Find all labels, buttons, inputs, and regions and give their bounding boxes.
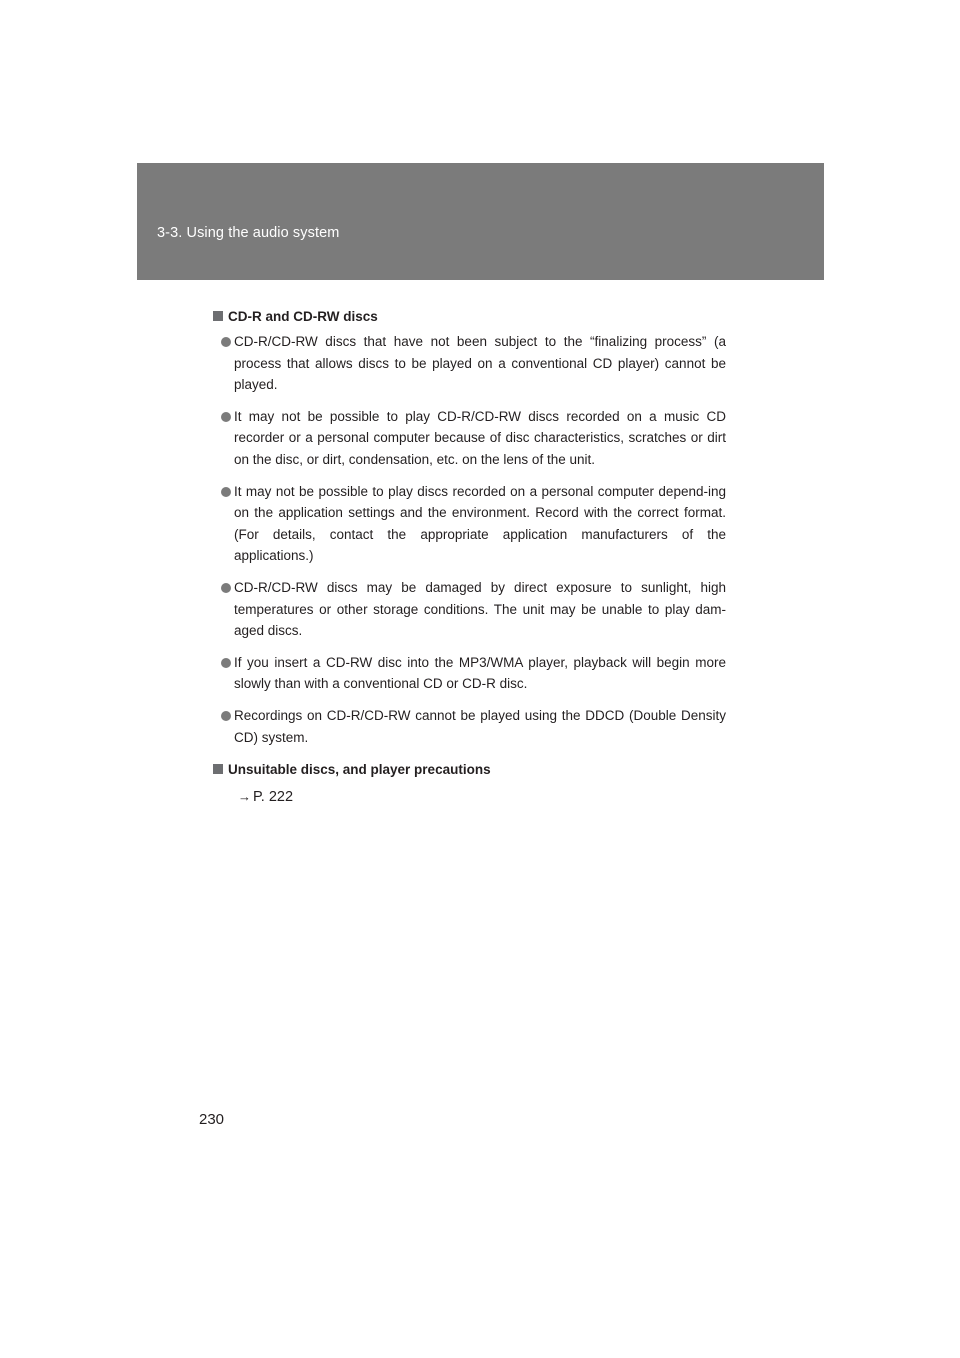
section-heading-text: Unsuitable discs, and player precautions bbox=[228, 762, 491, 778]
list-item bbox=[221, 652, 726, 695]
page-reference-link[interactable] bbox=[213, 784, 726, 810]
dot-icon bbox=[221, 487, 231, 497]
bullet-text: CD-R/CD-RW discs may be damaged by direct exposure to sunlight, high temperatures or other storage conditions. The unit may be unable to play dam-aged discs. bbox=[234, 579, 726, 639]
page-reference-text: P. 222 bbox=[253, 789, 294, 806]
dot-icon bbox=[221, 658, 231, 668]
list-item bbox=[221, 406, 726, 471]
bullet-text: It may not be possible to play discs recorded on a personal computer depend-ing on the application settings and the environment. Record with the correct format. (For details, contact the appropriate application manufacturers of the applications.) bbox=[234, 483, 726, 564]
dot-icon bbox=[221, 583, 231, 593]
list-item bbox=[221, 705, 726, 748]
bullet-list bbox=[213, 331, 726, 748]
page-number: 230 bbox=[199, 1111, 225, 1128]
section-heading-text: CD-R and CD-RW discs bbox=[228, 309, 378, 324]
arrow-icon: → bbox=[238, 789, 251, 805]
dot-icon bbox=[221, 412, 231, 422]
list-item bbox=[221, 481, 726, 567]
list-item bbox=[221, 577, 726, 642]
section-heading-cd-r-cd-rw bbox=[213, 305, 726, 329]
header-band bbox=[137, 163, 824, 280]
page-content bbox=[213, 305, 726, 810]
dot-icon bbox=[221, 711, 231, 721]
square-icon bbox=[213, 311, 223, 321]
section-heading-unsuitable-discs bbox=[213, 758, 726, 782]
bullet-text: Recordings on CD-R/CD-RW cannot be played using the DDCD (Double Density CD) system. bbox=[234, 707, 726, 745]
bullet-text: If you insert a CD-RW disc into the MP3/WMA player, playback will begin more slowly than with a conventional CD or CD-R disc. bbox=[234, 654, 726, 692]
list-item bbox=[221, 331, 726, 396]
dot-icon bbox=[221, 337, 231, 347]
bullet-text: It may not be possible to play CD-R/CD-RW discs recorded on a music CD recorder or a personal computer because of disc characteristics, scratches or dirt on the disc, or dirt, condensation, etc. on the lens of the unit. bbox=[234, 408, 726, 467]
section-title: 3-3. Using the audio system bbox=[157, 225, 340, 241]
square-icon bbox=[213, 764, 223, 774]
bullet-text: CD-R/CD-RW discs that have not been subject to the “finalizing process” (a process that allows discs to be played on a conventional CD player) cannot be played. bbox=[234, 334, 726, 393]
